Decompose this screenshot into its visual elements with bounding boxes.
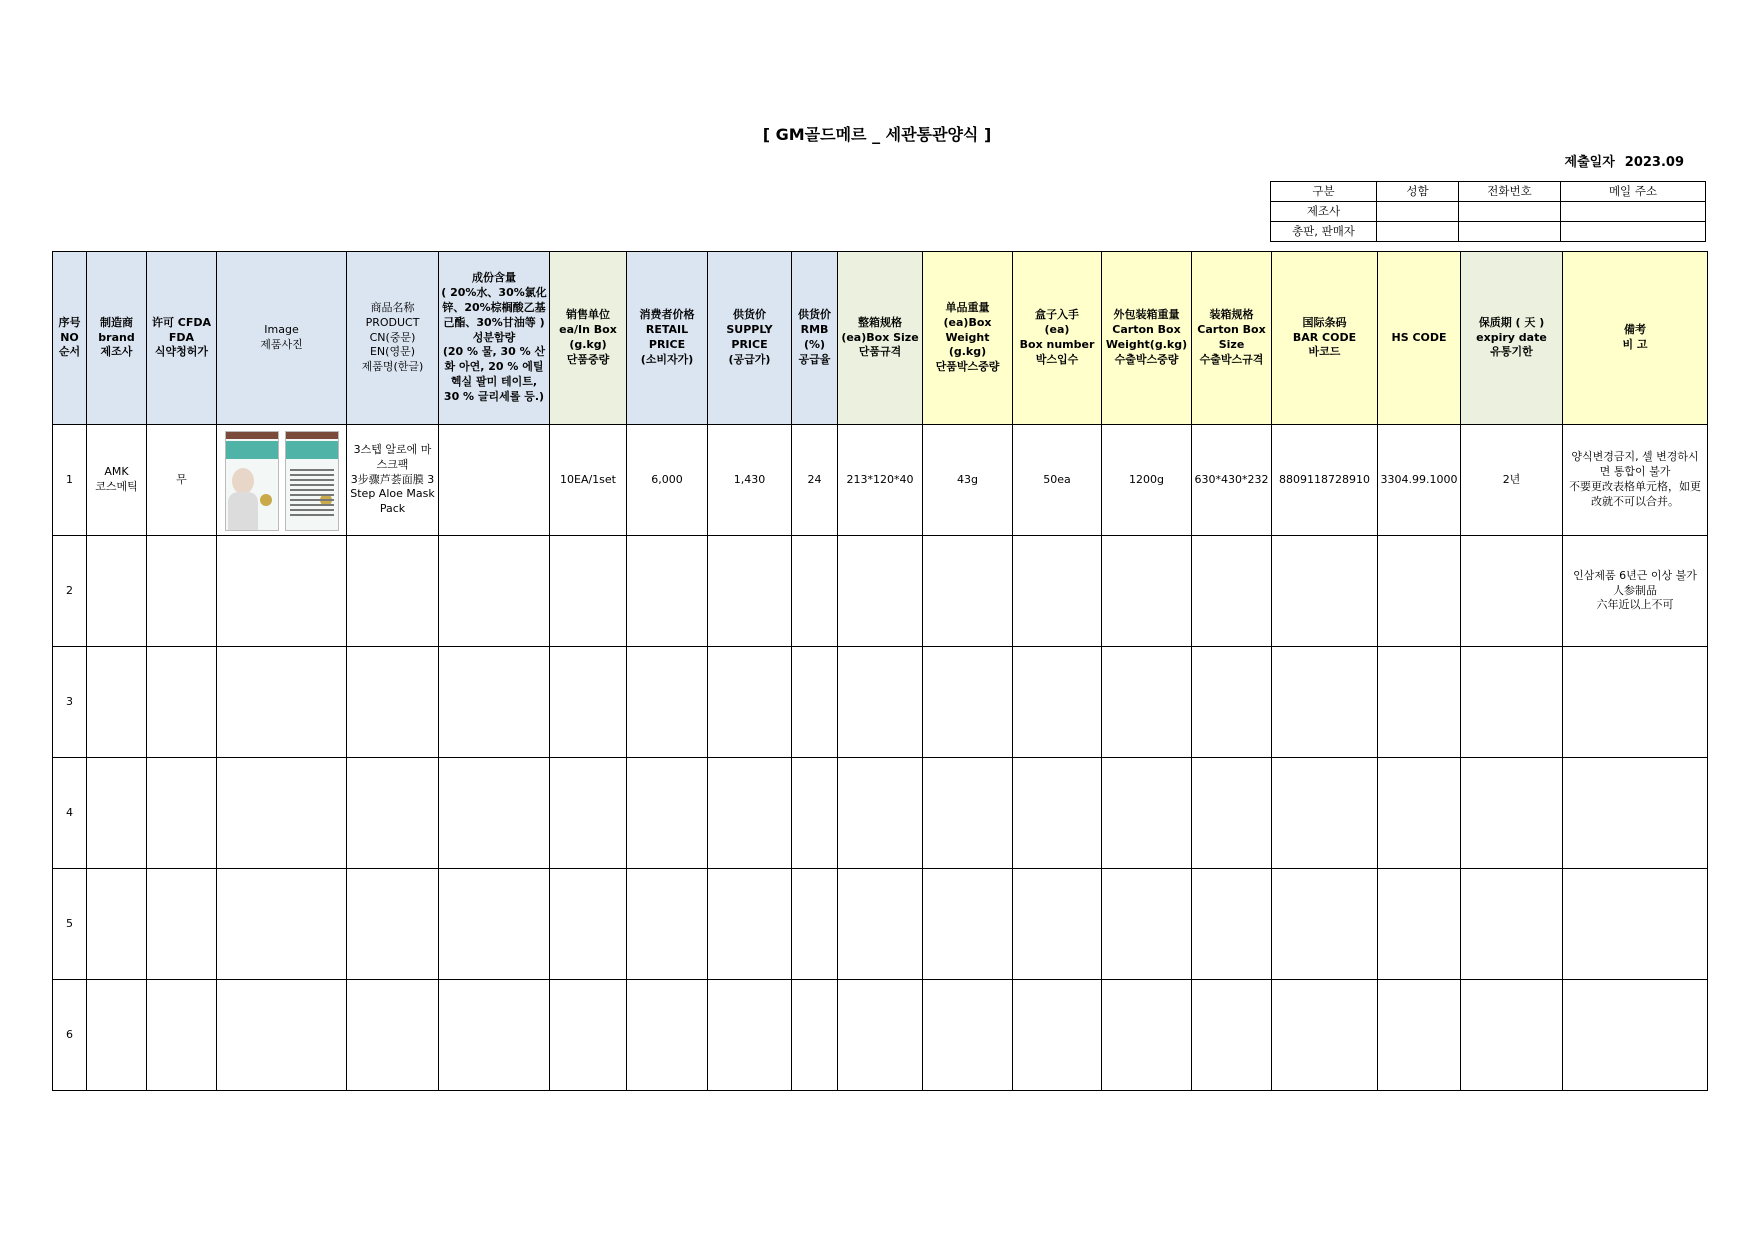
header-label-line: 供货价SUPPLY [726,308,773,337]
supply-rate-cell[interactable] [792,536,838,647]
box-size-cell[interactable]: 213*120*40 [838,425,923,536]
header-label-line: CN(중문) [369,330,416,344]
carton-weight-cell[interactable] [1102,758,1192,869]
header-label-line: (소비자가) [640,352,694,366]
supply-price-cell[interactable] [708,647,792,758]
box-size-cell[interactable] [838,758,923,869]
ingredients-cell[interactable] [439,425,550,536]
mask-pack-image [225,431,279,531]
product-name-cell[interactable] [347,425,439,536]
header-label-line: 制造商 [100,315,133,329]
note-cell[interactable] [1563,980,1708,1091]
header-label-line: 수출박스중량 [1114,352,1179,366]
header-label-line: 헥실 팔미 테이트, [450,375,538,389]
table-row [53,980,1708,1091]
contact-type: 제조사 [1271,202,1377,222]
product-image-cell[interactable] [217,647,347,758]
carton-weight-cell[interactable] [1102,980,1192,1091]
barcode-cell[interactable] [1272,758,1378,869]
header-label-line: 유통기한 [1490,345,1533,359]
product-name-cell-line: Pack [379,502,406,516]
note-cell-line: 면 통합이 불가 [1599,465,1671,479]
header-label-line: 박스입수 [1035,352,1079,366]
header-barcode [1272,252,1378,425]
header-label-line: 消费者价格 [639,308,695,322]
supply-price-cell[interactable] [708,536,792,647]
note-cell[interactable] [1563,758,1708,869]
sales-unit-cell[interactable] [550,647,627,758]
header-label-line: Carton Box [1112,323,1181,337]
note-cell-line: 不要更改表格单元格，如更 [1569,480,1701,493]
header-supply-price [708,252,792,425]
contact-email-cell[interactable] [1561,222,1706,242]
header-label-line: (ea)Box Weight [943,315,992,344]
mask-pack-image [285,431,339,531]
sales-unit-cell[interactable] [550,758,627,869]
note-cell[interactable] [1563,536,1708,647]
row-number: 2 [53,536,87,647]
supply-rate-cell[interactable]: 24 [792,425,838,536]
retail-price-cell[interactable] [627,869,708,980]
retail-price-cell[interactable] [627,980,708,1091]
carton-size-cell[interactable] [1192,647,1272,758]
header-label-line: 단품박스중량 [935,360,1000,374]
product-image-cell[interactable] [217,425,347,536]
permit-cell[interactable] [147,980,217,1091]
header-label-line: 제품명(한글) [361,360,424,374]
product-name-cell[interactable] [347,869,439,980]
contact-type: 총판, 판매자 [1271,222,1377,242]
expiry-cell[interactable] [1461,758,1563,869]
header-label-line: 许可 CFDA [151,315,212,329]
maker-cell[interactable] [87,536,147,647]
header-label-line: 바코드 [1308,345,1341,359]
row-number: 3 [53,647,87,758]
barcode-cell[interactable] [1272,536,1378,647]
supply-rate-cell[interactable] [792,869,838,980]
box-size-cell[interactable] [838,647,923,758]
document-title: [ GM골드메르 _ 세관통관양식 ] [762,125,992,144]
carton-size-cell[interactable] [1192,869,1272,980]
header-maker [87,252,147,425]
header-label-line: 保质期 ( 天 ) [1478,315,1545,329]
header-note [1563,252,1708,425]
barcode-cell[interactable]: 8809118728910 [1272,425,1378,536]
carton-size-cell[interactable] [1192,536,1272,647]
permit-cell[interactable] [147,536,217,647]
header-label-line: 수출박스규격 [1199,352,1264,366]
product-name-cell[interactable] [347,647,439,758]
product-name-cell-line: Step Aloe Mask [350,487,435,501]
box-number-cell[interactable] [1013,758,1102,869]
row-number: 6 [53,980,87,1091]
header-label-line: HS CODE [1391,330,1447,344]
contact-header: 성함 [1377,182,1459,202]
product-name-cell-line: 스크팩 [376,457,409,471]
product-image-cell[interactable] [217,758,347,869]
product-name-cell-line: 3步骤芦荟面膜 3 [350,472,435,486]
expiry-cell[interactable] [1461,536,1563,647]
contact-header: 전화번호 [1459,182,1561,202]
header-label-line: BAR CODE [1292,330,1357,344]
product-image-cell[interactable] [217,980,347,1091]
header-label-line: 序号 [58,315,81,329]
header-expiry [1461,252,1563,425]
header-label-line: 성분함량 [472,330,516,344]
maker-cell[interactable] [87,425,147,536]
header-label-line: 비 고 [1622,338,1648,351]
carton-weight-cell[interactable] [1102,536,1192,647]
supply-price-cell[interactable]: 1,430 [708,425,792,536]
header-label-line: (g.kg) [948,345,987,359]
box-size-cell[interactable] [838,980,923,1091]
unit-weight-cell[interactable] [923,536,1013,647]
header-carton-weight [1102,252,1192,425]
header-label-line: Carton Box [1197,323,1266,337]
permit-cell[interactable] [147,758,217,869]
contact-phone-cell[interactable] [1459,202,1561,222]
maker-cell[interactable] [87,647,147,758]
ingredients-cell[interactable] [439,869,550,980]
header-label-line: 盒子入手 [1035,308,1079,322]
row-number: 4 [53,758,87,869]
expiry-cell[interactable] [1461,647,1563,758]
permit-cell[interactable] [147,869,217,980]
header-label-line: (20 % 물, 30 % 산 [442,345,546,359]
header-label-line: RMB [800,323,829,337]
maker-cell[interactable] [87,758,147,869]
maker-cell[interactable] [87,869,147,980]
ingredients-cell[interactable] [439,980,550,1091]
box-number-cell[interactable] [1013,536,1102,647]
header-label-line: NO [60,330,79,344]
header-label-line: (ea) [1044,323,1070,337]
carton-size-cell[interactable] [1192,980,1272,1091]
hs-code-cell[interactable] [1378,758,1461,869]
header-label-line: 己酯、30%甘油等 ) [443,315,545,329]
supply-price-cell[interactable] [708,980,792,1091]
barcode-cell[interactable] [1272,869,1378,980]
unit-weight-cell[interactable] [923,980,1013,1091]
note-cell-line: 양식변경금지, 셀 변경하시 [1571,450,1699,464]
expiry-cell[interactable]: 2년 [1461,425,1563,536]
retail-price-cell[interactable] [627,536,708,647]
maker-cell[interactable] [87,980,147,1091]
supply-price-cell[interactable] [708,758,792,869]
header-label-line: Image [264,323,299,337]
permit-cell[interactable]: 무 [147,425,217,536]
header-unit-weight [923,252,1013,425]
note-cell[interactable] [1563,425,1708,536]
header-label-line: expiry date [1476,330,1547,344]
header-label-line: 国际条码 [1302,315,1347,329]
header-label-line: Weight(g.kg) [1105,338,1188,351]
contact-phone-cell[interactable] [1459,222,1561,242]
header-ingredients [439,252,550,425]
product-image-cell[interactable] [217,536,347,647]
header-box-size [838,252,923,425]
header-label-line: ea/In Box [559,323,617,337]
ingredients-cell[interactable] [439,647,550,758]
maker-cell-line: 코스메틱 [95,480,138,493]
header-label-line: 整箱规格 [858,315,902,329]
submit-date-label: 제출일자 [1564,155,1615,170]
header-label-line: (공급가) [728,352,771,366]
header-label-line: 成份含量 [472,271,516,285]
contact-name-cell[interactable] [1377,222,1459,242]
contact-row [1271,222,1706,242]
retail-price-cell[interactable]: 6,000 [627,425,708,536]
header-label-line: 공급율 [798,352,831,366]
header-label-line: RETAIL [645,323,689,337]
contact-row [1271,202,1706,222]
expiry-cell[interactable] [1461,980,1563,1091]
header-label-line: Box number [1019,338,1095,351]
header-carton-size [1192,252,1272,425]
table-body [53,425,1708,1091]
header-image [217,252,347,425]
expiry-cell[interactable] [1461,869,1563,980]
table-row [53,425,1708,536]
header-label-line: FDA [168,330,195,344]
header-retail-price [627,252,708,425]
supply-price-cell[interactable] [708,869,792,980]
product-name-cell[interactable] [347,980,439,1091]
maker-cell-line: AMK [104,465,129,479]
header-label-line: ( 20%水、30%氯化 [441,286,547,300]
header-label-line: 锌、20%棕榈酸乙基 [442,300,546,314]
header-hs-code [1378,252,1461,425]
product-image-cell[interactable] [217,869,347,980]
contact-email-cell[interactable] [1561,202,1706,222]
unit-weight-cell[interactable] [923,869,1013,980]
box-number-cell[interactable]: 50ea [1013,425,1102,536]
ingredients-cell[interactable] [439,536,550,647]
contact-header: 구분 [1271,182,1377,202]
contact-header-row [1271,182,1706,202]
product-name-cell-line: 3스텝 알로에 마 [353,442,432,456]
header-label-line: 화 아연, 20 % 에틸 [444,360,544,374]
header-label-line: Size [1218,338,1245,351]
header-sales-unit [550,252,627,425]
header-product [347,252,439,425]
unit-weight-cell[interactable] [923,758,1013,869]
header-box-number [1013,252,1102,425]
note-cell[interactable] [1563,869,1708,980]
note-cell-line: 改就不可以合并。 [1591,494,1679,508]
hs-code-cell[interactable]: 3304.99.1000 [1378,425,1461,536]
carton-weight-cell[interactable] [1102,869,1192,980]
note-cell-line: 人参制品 [1613,583,1657,597]
table-row [53,869,1708,980]
header-label-line: (ea)Box Size [841,330,919,344]
header-no [53,252,87,425]
header-label-line: 식약청허가 [154,345,209,359]
header-label-line: 단품규격 [858,345,902,359]
header-label-line: 外包装箱重量 [1113,308,1180,322]
header-label-line: 제조사 [100,345,133,359]
permit-cell[interactable] [147,647,217,758]
box-number-cell[interactable] [1013,869,1102,980]
table-row [53,647,1708,758]
unit-weight-cell[interactable]: 43g [923,425,1013,536]
carton-weight-cell[interactable] [1102,647,1192,758]
header-label-line: PRICE [648,338,686,351]
header-label-line: 제품사진 [260,338,303,351]
submit-date [1565,151,1684,170]
box-number-cell[interactable] [1013,980,1102,1091]
header-label-line: 備考 [1624,323,1646,337]
contact-table [1270,181,1706,242]
sales-unit-cell[interactable]: 10EA/1set [550,425,627,536]
note-cell-line: 六年近以上不可 [1596,598,1674,612]
customs-form-table [52,251,1708,1091]
header-label-line: 商品名称 [370,300,415,314]
table-row [53,536,1708,647]
hs-code-cell[interactable] [1378,980,1461,1091]
header-label-line: 30 % 글리세롤 등.) [443,389,545,403]
header-label-line: 순서 [58,345,81,359]
contact-name-cell[interactable] [1377,202,1459,222]
supply-rate-cell[interactable] [792,980,838,1091]
header-label-line: PRICE [731,338,768,351]
carton-size-cell[interactable] [1192,758,1272,869]
header-label-line: (g.kg) [569,338,607,351]
box-size-cell[interactable] [838,536,923,647]
header-label-line: 단품중량 [566,352,610,366]
sales-unit-cell[interactable] [550,536,627,647]
carton-weight-cell[interactable]: 1200g [1102,425,1192,536]
note-cell[interactable] [1563,647,1708,758]
header-label-line: 销售单位 [566,308,610,322]
product-name-cell[interactable] [347,536,439,647]
submit-date-value: 2023.09 [1624,155,1684,170]
product-name-cell[interactable] [347,758,439,869]
table-row [53,758,1708,869]
row-number: 5 [53,869,87,980]
hs-code-cell[interactable] [1378,536,1461,647]
sales-unit-cell[interactable] [550,869,627,980]
box-number-cell[interactable] [1013,647,1102,758]
header-label-line: EN(영문) [369,345,415,359]
note-cell-line: 인삼제품 6년근 이상 불가 [1573,568,1697,582]
contact-header: 메일 주소 [1561,182,1706,202]
carton-size-cell[interactable]: 630*430*232 [1192,425,1272,536]
box-size-cell[interactable] [838,869,923,980]
unit-weight-cell[interactable] [923,647,1013,758]
hs-code-cell[interactable] [1378,869,1461,980]
barcode-cell[interactable] [1272,980,1378,1091]
header-label-line: 单品重量 [945,300,990,314]
row-number: 1 [53,425,87,536]
supply-rate-cell[interactable] [792,758,838,869]
header-label-line: (%) [803,338,826,351]
sales-unit-cell[interactable] [550,980,627,1091]
header-label-line: PRODUCT [365,315,420,329]
header-row [53,252,1708,425]
header-label-line: 装箱规格 [1209,308,1254,322]
hs-code-cell[interactable] [1378,647,1461,758]
supply-rate-cell[interactable] [792,647,838,758]
header-label-line: brand [98,330,135,344]
header-permit [147,252,217,425]
ingredients-cell[interactable] [439,758,550,869]
barcode-cell[interactable] [1272,647,1378,758]
retail-price-cell[interactable] [627,758,708,869]
product-photo [219,431,344,529]
header-label-line: 供货价 [798,308,831,322]
header-supply-rate [792,252,838,425]
retail-price-cell[interactable] [627,647,708,758]
